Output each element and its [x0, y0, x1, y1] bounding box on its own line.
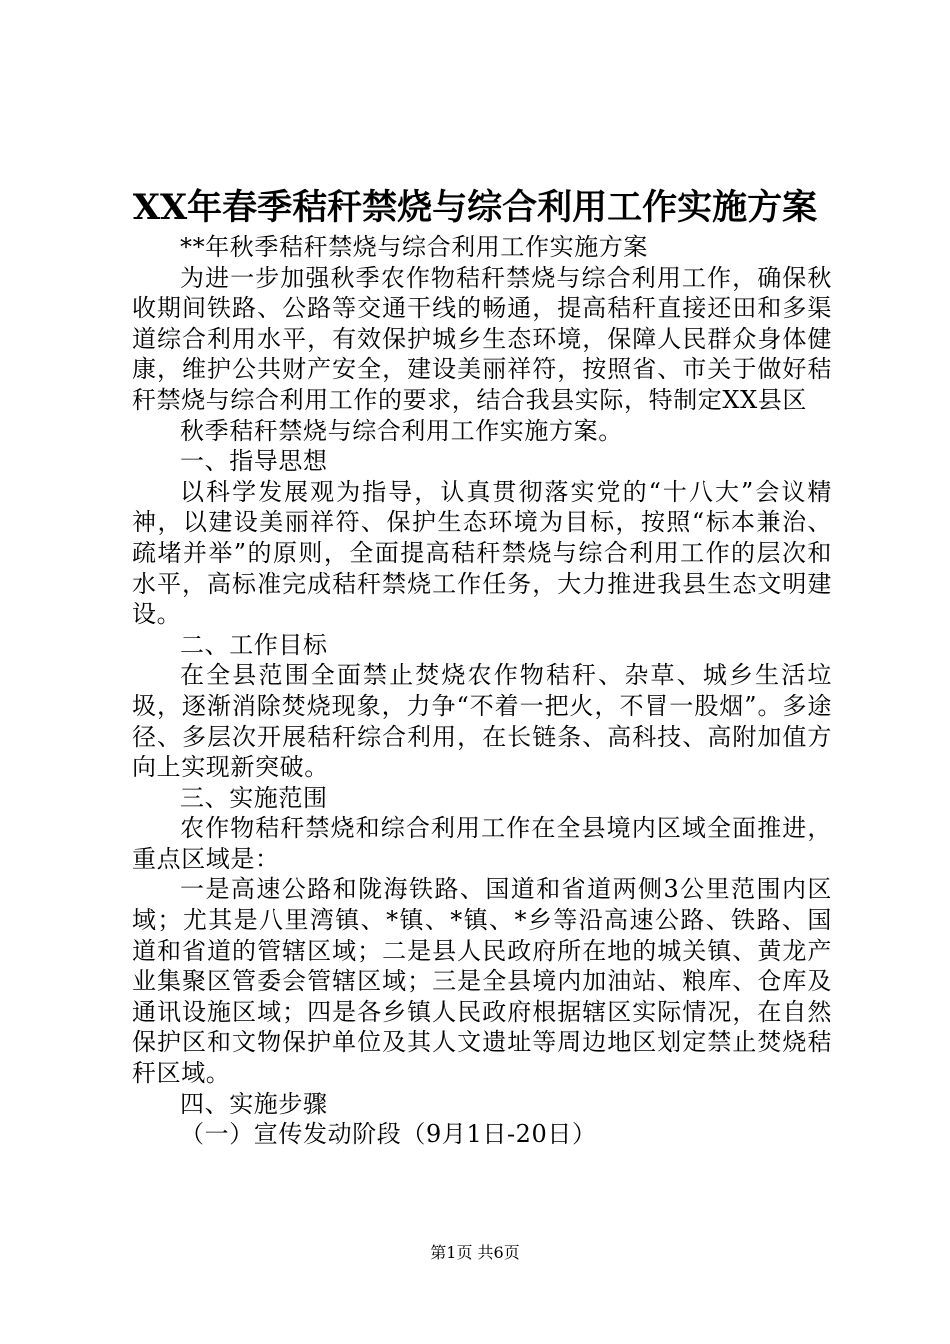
work-goals-paragraph: 在全县范围全面禁止焚烧农作物秸秆、杂草、城乡生活垃圾，逐渐消除焚烧现象，力争“不着一把火，不冒一股烟”。多途径、多层次开展秸秆综合利用，在长链条、高科技、高附加值方向上实现新突破。 [132, 661, 832, 782]
intro-paragraph: 为进一步加强秋季农作物秸秆禁烧与综合利用工作，确保秋收期间铁路、公路等交通干线的畅通，提高秸秆直接还田和多渠道综合利用水平，有效保护城乡生态环境，保障人民群众身体健康，维护公共财产安全，建设美丽祥符，按照省、市关于做好秸秆禁烧与综合利用工作的要求，结合我县实际，特制定XX县区 [132, 263, 832, 414]
document-body [132, 232, 832, 1150]
key-areas-paragraph: 一是高速公路和陇海铁路、国道和省道两侧3公里范围内区域；尤其是八里湾镇、*镇、*镇、*乡等沿高速公路、铁路、国道和省道的管辖区域；二是县人民政府所在地的城关镇、黄龙产业集聚区管委会管辖区域；三是全县境内加油站、粮库、仓库及通讯设施区域；四是各乡镇人民政府根据辖区实际情况，在自然保护区和文物保护单位及其人文遗址等周边地区划定禁止焚烧秸秆区域。 [132, 875, 832, 1088]
subtitle-paragraph: **年秋季秸秆禁烧与综合利用工作实施方案 [180, 233, 648, 261]
guiding-ideology-paragraph: 以科学发展观为指导，认真贯彻落实党的“十八大”会议精神，以建设美丽祥符、保护生态环境为目标，按照“标本兼治、疏堵并举”的原则，全面提高秸秆禁烧与综合利用工作的层次和水平，高标准完成秸秆禁烧工作任务，大力推进我县生态文明建设。 [132, 477, 832, 629]
intro-continuation-paragraph: 秋季秸秆禁烧与综合利用工作实施方案。 [180, 416, 623, 445]
section-heading-work-goals: 二、工作目标 [180, 630, 328, 659]
scope-paragraph: 农作物秸秆禁烧和综合利用工作在全县境内区域全面推进，重点区域是： [132, 814, 832, 873]
section-heading-scope: 三、实施范围 [180, 783, 328, 812]
document-title: XX年春季秸秆禁烧与综合利用工作实施方案 [132, 187, 818, 228]
section-heading-steps: 四、实施步骤 [180, 1089, 328, 1118]
page-footer: 第1页 共6页 [430, 1243, 520, 1262]
step-one-heading: （一）宣传发动阶段（9月1日-20日） [180, 1120, 597, 1149]
section-heading-guiding-ideology: 一、指导思想 [180, 447, 328, 476]
